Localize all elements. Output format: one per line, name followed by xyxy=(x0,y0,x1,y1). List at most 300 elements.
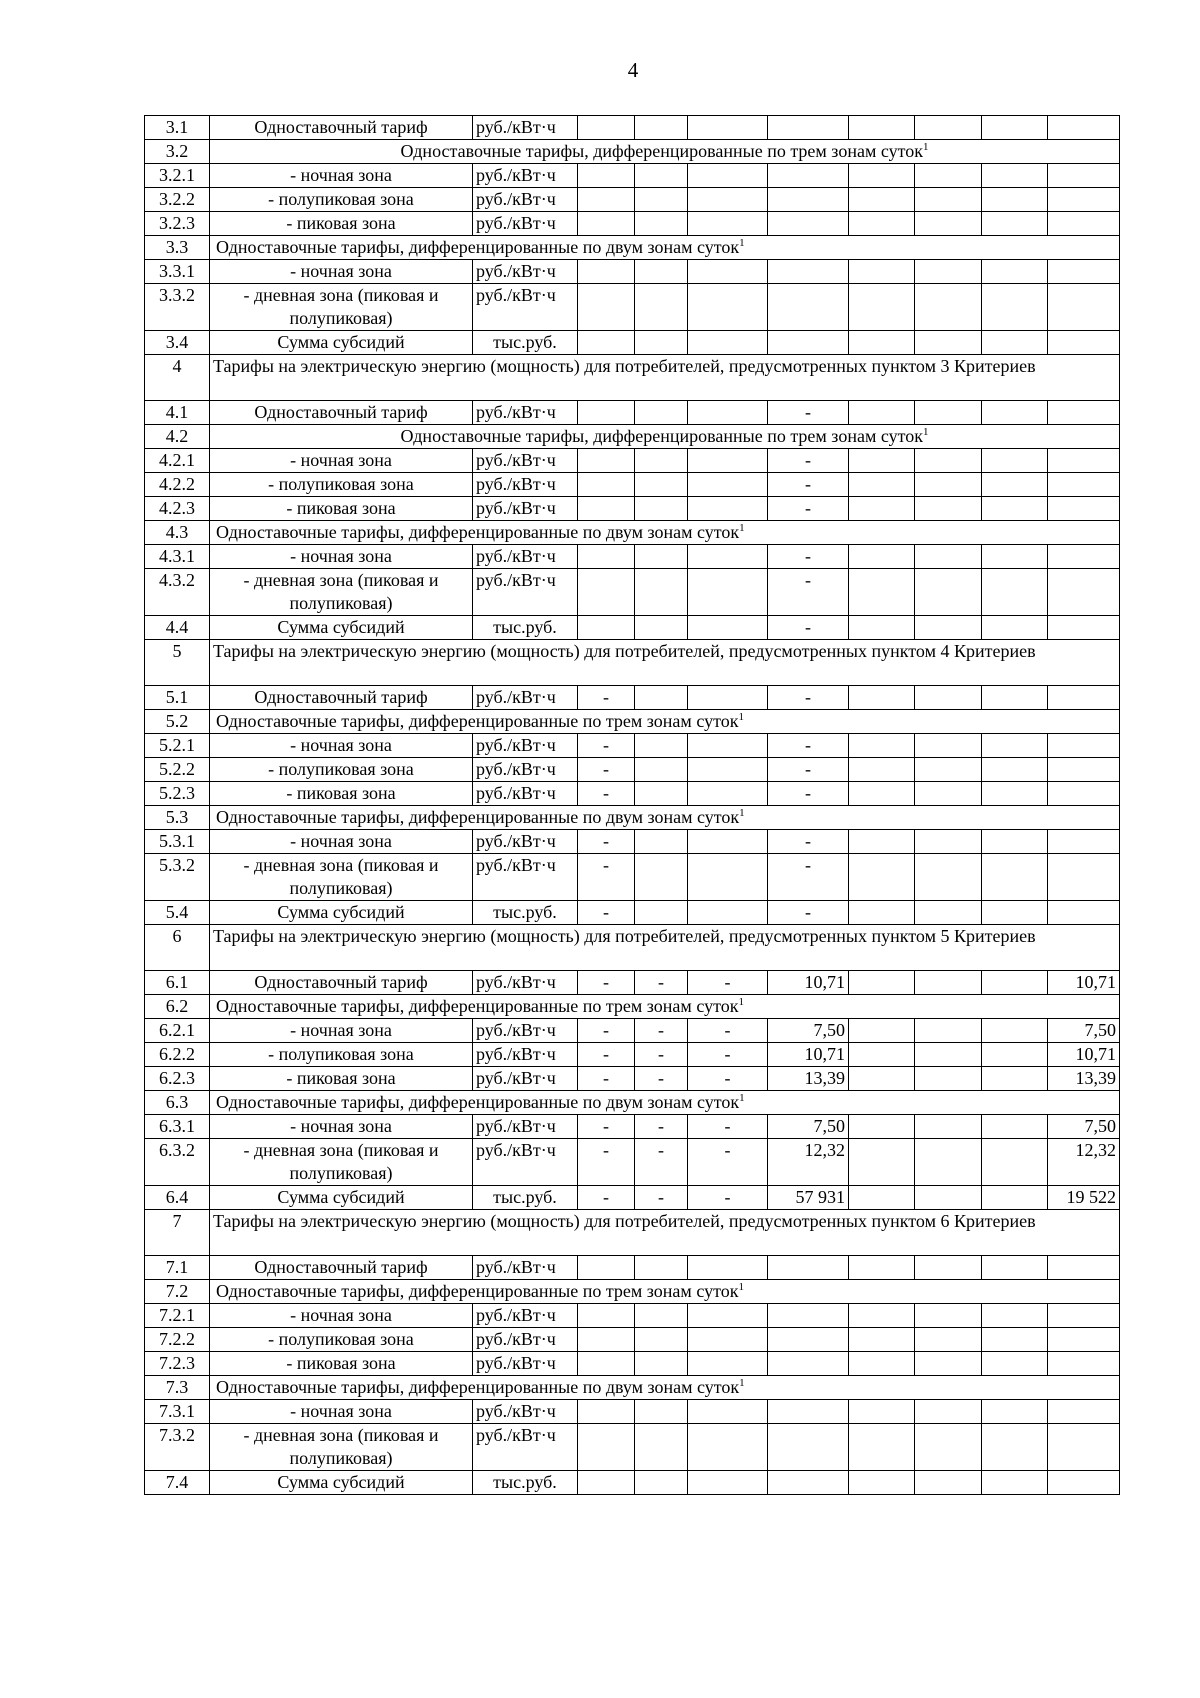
section-row xyxy=(145,1210,1120,1256)
table-row xyxy=(145,1352,1120,1376)
value-cell xyxy=(635,901,688,925)
value-cell: - xyxy=(578,1067,635,1091)
value-cell xyxy=(1048,1304,1120,1328)
row-number: 3.2.3 xyxy=(145,212,210,236)
value-cell xyxy=(849,901,915,925)
value-cell xyxy=(915,782,982,806)
section-title xyxy=(210,140,1120,164)
value-cell xyxy=(688,1424,768,1471)
value-cell xyxy=(635,1256,688,1280)
value-cell: - xyxy=(768,854,849,901)
value-cell xyxy=(1048,1328,1120,1352)
value-cell: - xyxy=(635,1115,688,1139)
value-cell xyxy=(1048,901,1120,925)
value-cell xyxy=(982,1019,1048,1043)
section-row xyxy=(145,521,1120,545)
row-number: 5.3 xyxy=(145,806,210,830)
row-name: - пиковая зона xyxy=(210,1067,473,1091)
value-cell xyxy=(768,188,849,212)
footnote-mark: 1 xyxy=(738,1281,744,1293)
table-row xyxy=(145,497,1120,521)
value-cell: - xyxy=(578,1139,635,1186)
row-name: - дневная зона (пиковая и полупиковая) xyxy=(210,569,473,616)
row-number: 7.2 xyxy=(145,1280,210,1304)
value-cell: 12,32 xyxy=(1048,1139,1120,1186)
table-row xyxy=(145,1400,1120,1424)
table-row xyxy=(145,616,1120,640)
value-cell: - xyxy=(578,1115,635,1139)
value-cell xyxy=(849,758,915,782)
footnote-mark: 1 xyxy=(739,237,745,249)
value-cell xyxy=(635,830,688,854)
value-cell xyxy=(849,854,915,901)
value-cell xyxy=(982,1067,1048,1091)
section-title-text: Одноставочные тарифы, дифференцированные по двум зонам суток xyxy=(216,237,740,257)
table-row xyxy=(145,854,1120,901)
value-cell: 7,50 xyxy=(1048,1115,1120,1139)
value-cell: - xyxy=(578,782,635,806)
value-cell xyxy=(1048,616,1120,640)
value-cell xyxy=(849,116,915,140)
value-cell xyxy=(915,1067,982,1091)
value-cell xyxy=(578,331,635,355)
value-cell: - xyxy=(768,401,849,425)
row-number: 5.4 xyxy=(145,901,210,925)
value-cell xyxy=(849,830,915,854)
value-cell xyxy=(688,497,768,521)
section-row xyxy=(145,355,1120,401)
value-cell xyxy=(915,1115,982,1139)
value-cell xyxy=(635,1424,688,1471)
value-cell xyxy=(982,1304,1048,1328)
row-name: - ночная зона xyxy=(210,545,473,569)
value-cell xyxy=(915,164,982,188)
value-cell xyxy=(578,569,635,616)
value-cell xyxy=(982,449,1048,473)
value-cell: - xyxy=(768,497,849,521)
value-cell xyxy=(982,401,1048,425)
value-cell xyxy=(982,569,1048,616)
value-cell xyxy=(578,1400,635,1424)
value-cell xyxy=(915,497,982,521)
row-name: - дневная зона (пиковая и полупиковая) xyxy=(210,284,473,331)
row-number: 5.2.2 xyxy=(145,758,210,782)
value-cell xyxy=(688,545,768,569)
table-row xyxy=(145,782,1120,806)
section-title-text: Одноставочные тарифы, дифференцированные по трем зонам суток xyxy=(216,711,739,731)
value-cell: - xyxy=(635,1139,688,1186)
value-cell xyxy=(578,545,635,569)
footnote-mark: 1 xyxy=(922,426,929,438)
value-cell xyxy=(849,1424,915,1471)
value-cell xyxy=(635,569,688,616)
table-row xyxy=(145,1328,1120,1352)
value-cell xyxy=(688,758,768,782)
value-cell xyxy=(915,401,982,425)
value-cell xyxy=(768,1304,849,1328)
value-cell xyxy=(1048,1352,1120,1376)
value-cell xyxy=(688,1471,768,1495)
value-cell: - xyxy=(688,1115,768,1139)
section-title xyxy=(210,425,1120,449)
value-cell xyxy=(768,1424,849,1471)
row-unit: руб./кВт·ч xyxy=(473,758,578,782)
value-cell xyxy=(635,1304,688,1328)
value-cell xyxy=(849,1139,915,1186)
section-row xyxy=(145,236,1120,260)
section-title xyxy=(210,1091,1120,1115)
value-cell xyxy=(635,188,688,212)
value-cell xyxy=(1048,497,1120,521)
section-title-text: Тарифы на электрическую энергию (мощность) для потребителей, предусмотренных пунктом 5 Критериев xyxy=(213,926,1036,946)
row-number: 4.4 xyxy=(145,616,210,640)
section-title-text: Тарифы на электрическую энергию (мощность) для потребителей, предусмотренных пунктом 3 Критериев xyxy=(213,356,1036,376)
section-title-text: Тарифы на электрическую энергию (мощность) для потребителей, предусмотренных пунктом 6 Критериев xyxy=(213,1211,1036,1231)
table-row xyxy=(145,1424,1120,1471)
row-unit: руб./кВт·ч xyxy=(473,497,578,521)
tariff-table xyxy=(144,115,1120,1495)
footnote-mark: 1 xyxy=(739,1377,745,1389)
section-title-text: Одноставочные тарифы, дифференцированные по двум зонам суток xyxy=(216,522,740,542)
row-name: Одноставочный тариф xyxy=(210,686,473,710)
value-cell xyxy=(982,1328,1048,1352)
value-cell xyxy=(915,830,982,854)
row-unit: руб./кВт·ч xyxy=(473,1256,578,1280)
value-cell xyxy=(768,260,849,284)
value-cell: 7,50 xyxy=(1048,1019,1120,1043)
value-cell: - xyxy=(768,473,849,497)
section-title-text: Одноставочные тарифы, дифференцированные по трем зонам суток xyxy=(400,426,923,446)
row-name: - полупиковая зона xyxy=(210,758,473,782)
value-cell xyxy=(849,212,915,236)
value-cell xyxy=(688,901,768,925)
value-cell xyxy=(982,616,1048,640)
value-cell xyxy=(982,188,1048,212)
row-name: Одноставочный тариф xyxy=(210,971,473,995)
value-cell xyxy=(915,545,982,569)
value-cell xyxy=(768,284,849,331)
value-cell xyxy=(1048,1471,1120,1495)
value-cell: - xyxy=(578,830,635,854)
row-unit: руб./кВт·ч xyxy=(473,1019,578,1043)
table-row xyxy=(145,473,1120,497)
value-cell: - xyxy=(578,734,635,758)
value-cell xyxy=(578,616,635,640)
value-cell: - xyxy=(635,1067,688,1091)
row-name: - полупиковая зона xyxy=(210,1043,473,1067)
row-unit: руб./кВт·ч xyxy=(473,212,578,236)
section-title xyxy=(210,1210,1120,1256)
value-cell xyxy=(915,1328,982,1352)
value-cell: - xyxy=(768,616,849,640)
row-unit: руб./кВт·ч xyxy=(473,1139,578,1186)
value-cell xyxy=(915,1400,982,1424)
value-cell xyxy=(578,284,635,331)
value-cell xyxy=(688,401,768,425)
value-cell: - xyxy=(768,901,849,925)
value-cell xyxy=(1048,331,1120,355)
value-cell xyxy=(915,212,982,236)
row-unit: руб./кВт·ч xyxy=(473,449,578,473)
value-cell xyxy=(1048,569,1120,616)
value-cell xyxy=(768,164,849,188)
row-unit: тыс.руб. xyxy=(473,901,578,925)
value-cell: - xyxy=(768,734,849,758)
row-number: 6.1 xyxy=(145,971,210,995)
value-cell xyxy=(1048,545,1120,569)
value-cell xyxy=(578,401,635,425)
value-cell xyxy=(982,1400,1048,1424)
row-name: - ночная зона xyxy=(210,260,473,284)
row-unit: руб./кВт·ч xyxy=(473,188,578,212)
value-cell xyxy=(915,1186,982,1210)
table-row xyxy=(145,830,1120,854)
value-cell: - xyxy=(578,971,635,995)
value-cell: - xyxy=(688,1139,768,1186)
table-row xyxy=(145,212,1120,236)
value-cell: 7,50 xyxy=(768,1115,849,1139)
section-title xyxy=(210,1376,1120,1400)
value-cell xyxy=(635,401,688,425)
footnote-mark: 1 xyxy=(739,522,745,534)
value-cell xyxy=(982,1139,1048,1186)
section-row xyxy=(145,1376,1120,1400)
row-unit: руб./кВт·ч xyxy=(473,545,578,569)
value-cell xyxy=(1048,686,1120,710)
value-cell: - xyxy=(578,901,635,925)
row-unit: тыс.руб. xyxy=(473,1186,578,1210)
row-number: 4.2.1 xyxy=(145,449,210,473)
value-cell xyxy=(688,734,768,758)
value-cell: 12,32 xyxy=(768,1139,849,1186)
row-name: - пиковая зона xyxy=(210,1352,473,1376)
row-unit: тыс.руб. xyxy=(473,331,578,355)
value-cell xyxy=(768,1471,849,1495)
value-cell xyxy=(982,1256,1048,1280)
value-cell: - xyxy=(578,854,635,901)
value-cell xyxy=(578,497,635,521)
row-name: - ночная зона xyxy=(210,164,473,188)
section-title xyxy=(210,925,1120,971)
row-unit: руб./кВт·ч xyxy=(473,284,578,331)
value-cell xyxy=(1048,1424,1120,1471)
value-cell xyxy=(635,545,688,569)
row-number: 5.2.1 xyxy=(145,734,210,758)
row-unit: руб./кВт·ч xyxy=(473,1067,578,1091)
value-cell xyxy=(635,854,688,901)
value-cell: 10,71 xyxy=(1048,971,1120,995)
row-name: Сумма субсидий xyxy=(210,1186,473,1210)
table-row xyxy=(145,164,1120,188)
value-cell xyxy=(768,331,849,355)
value-cell xyxy=(849,188,915,212)
section-row xyxy=(145,925,1120,971)
row-number: 4.2.2 xyxy=(145,473,210,497)
value-cell: - xyxy=(578,1019,635,1043)
section-title-text: Одноставочные тарифы, дифференцированные по двум зонам суток xyxy=(216,807,740,827)
footnote-mark: 1 xyxy=(738,996,744,1008)
table-row xyxy=(145,971,1120,995)
value-cell xyxy=(635,449,688,473)
value-cell xyxy=(578,1352,635,1376)
row-number: 6.2.1 xyxy=(145,1019,210,1043)
value-cell xyxy=(578,164,635,188)
value-cell xyxy=(915,569,982,616)
section-title xyxy=(210,710,1120,734)
row-name: - пиковая зона xyxy=(210,212,473,236)
table-row xyxy=(145,1019,1120,1043)
value-cell: - xyxy=(768,449,849,473)
value-cell xyxy=(915,1352,982,1376)
value-cell xyxy=(849,569,915,616)
value-cell xyxy=(849,616,915,640)
section-row xyxy=(145,140,1120,164)
value-cell xyxy=(849,1115,915,1139)
value-cell xyxy=(849,1352,915,1376)
value-cell xyxy=(915,1304,982,1328)
row-number: 3.3.2 xyxy=(145,284,210,331)
value-cell xyxy=(688,260,768,284)
value-cell xyxy=(915,1139,982,1186)
value-cell xyxy=(1048,1400,1120,1424)
value-cell xyxy=(1048,188,1120,212)
row-number: 6.3 xyxy=(145,1091,210,1115)
row-name: - пиковая зона xyxy=(210,782,473,806)
value-cell xyxy=(635,1471,688,1495)
footnote-mark: 1 xyxy=(739,1092,745,1104)
table-row xyxy=(145,1186,1120,1210)
value-cell xyxy=(635,473,688,497)
value-cell: 57 931 xyxy=(768,1186,849,1210)
row-number: 4.3.1 xyxy=(145,545,210,569)
row-number: 3.1 xyxy=(145,116,210,140)
row-number: 4.1 xyxy=(145,401,210,425)
value-cell: - xyxy=(768,545,849,569)
value-cell xyxy=(915,1043,982,1067)
row-number: 6.4 xyxy=(145,1186,210,1210)
value-cell xyxy=(982,1043,1048,1067)
table-row xyxy=(145,1115,1120,1139)
value-cell xyxy=(915,188,982,212)
value-cell: 7,50 xyxy=(768,1019,849,1043)
section-title xyxy=(210,806,1120,830)
value-cell xyxy=(982,734,1048,758)
value-cell xyxy=(849,1304,915,1328)
value-cell xyxy=(688,1304,768,1328)
row-name: - ночная зона xyxy=(210,449,473,473)
row-name: Одноставочный тариф xyxy=(210,116,473,140)
value-cell xyxy=(849,473,915,497)
row-number: 7.3.2 xyxy=(145,1424,210,1471)
value-cell xyxy=(1048,212,1120,236)
value-cell xyxy=(849,686,915,710)
value-cell xyxy=(982,1424,1048,1471)
value-cell xyxy=(768,212,849,236)
row-name: Одноставочный тариф xyxy=(210,1256,473,1280)
value-cell xyxy=(688,830,768,854)
row-number: 5 xyxy=(145,640,210,686)
section-title-text: Одноставочные тарифы, дифференцированные по трем зонам суток xyxy=(400,141,923,161)
value-cell xyxy=(849,449,915,473)
value-cell xyxy=(1048,260,1120,284)
value-cell xyxy=(578,260,635,284)
value-cell xyxy=(688,449,768,473)
value-cell xyxy=(849,331,915,355)
value-cell xyxy=(915,116,982,140)
value-cell xyxy=(1048,116,1120,140)
value-cell xyxy=(1048,449,1120,473)
value-cell xyxy=(915,260,982,284)
row-number: 3.3 xyxy=(145,236,210,260)
row-unit: руб./кВт·ч xyxy=(473,260,578,284)
row-unit: руб./кВт·ч xyxy=(473,401,578,425)
value-cell xyxy=(578,1256,635,1280)
value-cell xyxy=(915,331,982,355)
table-row xyxy=(145,545,1120,569)
value-cell xyxy=(688,284,768,331)
value-cell xyxy=(635,212,688,236)
row-name: - ночная зона xyxy=(210,1115,473,1139)
row-unit: руб./кВт·ч xyxy=(473,116,578,140)
value-cell xyxy=(688,331,768,355)
footnote-mark: 1 xyxy=(739,807,745,819)
row-number: 3.2.2 xyxy=(145,188,210,212)
row-name: Сумма субсидий xyxy=(210,616,473,640)
value-cell xyxy=(688,782,768,806)
row-number: 4.3 xyxy=(145,521,210,545)
value-cell xyxy=(635,116,688,140)
value-cell: - xyxy=(768,758,849,782)
value-cell xyxy=(915,1424,982,1471)
value-cell: - xyxy=(768,569,849,616)
value-cell: 10,71 xyxy=(768,1043,849,1067)
value-cell: - xyxy=(688,1067,768,1091)
value-cell xyxy=(849,401,915,425)
row-unit: руб./кВт·ч xyxy=(473,830,578,854)
row-number: 3.3.1 xyxy=(145,260,210,284)
value-cell xyxy=(688,473,768,497)
section-title xyxy=(210,521,1120,545)
table-row xyxy=(145,284,1120,331)
section-title xyxy=(210,640,1120,686)
value-cell xyxy=(849,1256,915,1280)
value-cell xyxy=(578,1424,635,1471)
value-cell xyxy=(849,1471,915,1495)
section-row xyxy=(145,1091,1120,1115)
row-name: - ночная зона xyxy=(210,1400,473,1424)
row-number: 4.3.2 xyxy=(145,569,210,616)
value-cell xyxy=(688,1328,768,1352)
value-cell xyxy=(1048,758,1120,782)
value-cell xyxy=(982,830,1048,854)
value-cell: - xyxy=(688,1019,768,1043)
row-number: 3.2 xyxy=(145,140,210,164)
row-unit: руб./кВт·ч xyxy=(473,1328,578,1352)
value-cell xyxy=(1048,1256,1120,1280)
row-name: Сумма субсидий xyxy=(210,1471,473,1495)
value-cell xyxy=(849,1043,915,1067)
value-cell xyxy=(982,164,1048,188)
row-number: 7.3 xyxy=(145,1376,210,1400)
value-cell xyxy=(688,1352,768,1376)
value-cell xyxy=(849,284,915,331)
value-cell xyxy=(635,616,688,640)
row-unit: руб./кВт·ч xyxy=(473,782,578,806)
row-number: 5.2.3 xyxy=(145,782,210,806)
section-title xyxy=(210,995,1120,1019)
value-cell xyxy=(1048,782,1120,806)
value-cell xyxy=(982,1471,1048,1495)
